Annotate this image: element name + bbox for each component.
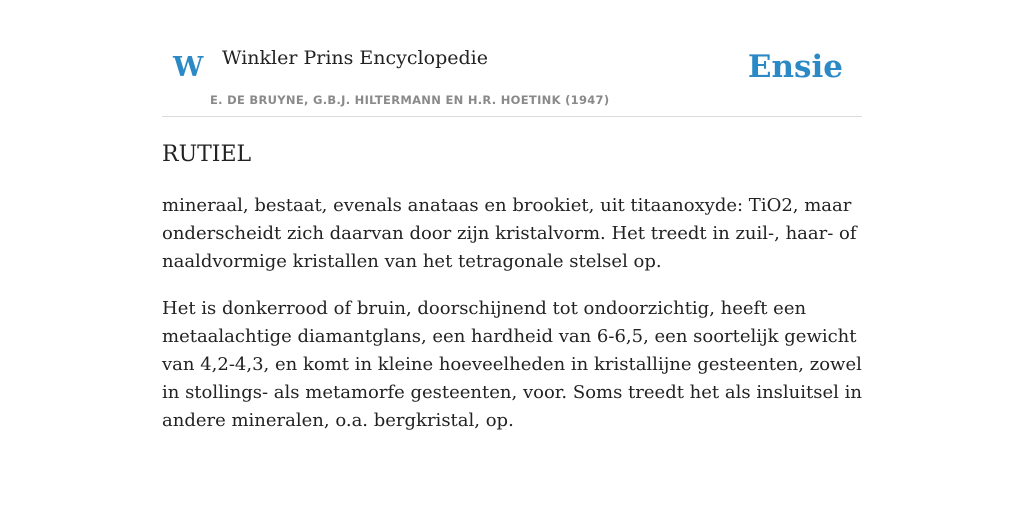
entry-paragraph-2: Het is donkerrood of bruin, doorschijnend tot ondoorzichtig, heeft een metaalachtige diamantglans, een hardheid van 6-6,5, een soortelijk gewicht van 4,2-4,3, en komt in kleine hoeveelheden in kristallijne gesteenten, zowel in stollings- als metamorfe gesteenten, voor. Soms treedt het als insluitsel in andere mineralen, o.a. bergkristal, op. bbox=[162, 298, 862, 431]
entry-title: RUTIEL bbox=[162, 142, 252, 167]
entry-paragraph-1: mineraal, bestaat, evenals anataas en brookiet, uit titaanoxyde: TiO2, maar onderscheidt zich daarvan door zijn kristalvorm. Het treedt in zuil-, haar- of naaldvormige kristallen van het tetragonale stelsel op. bbox=[162, 195, 857, 272]
winkler-prins-logo: W bbox=[173, 52, 204, 83]
source-title: Winkler Prins Encyclopedie bbox=[222, 47, 488, 69]
ensie-brand-link[interactable]: Ensie bbox=[747, 49, 843, 85]
source-header bbox=[162, 40, 862, 117]
entry-body bbox=[162, 192, 862, 454]
source-authors: E. DE BRUYNE, G.B.J. HILTERMANN EN H.R. HOETINK (1947) bbox=[210, 93, 610, 107]
